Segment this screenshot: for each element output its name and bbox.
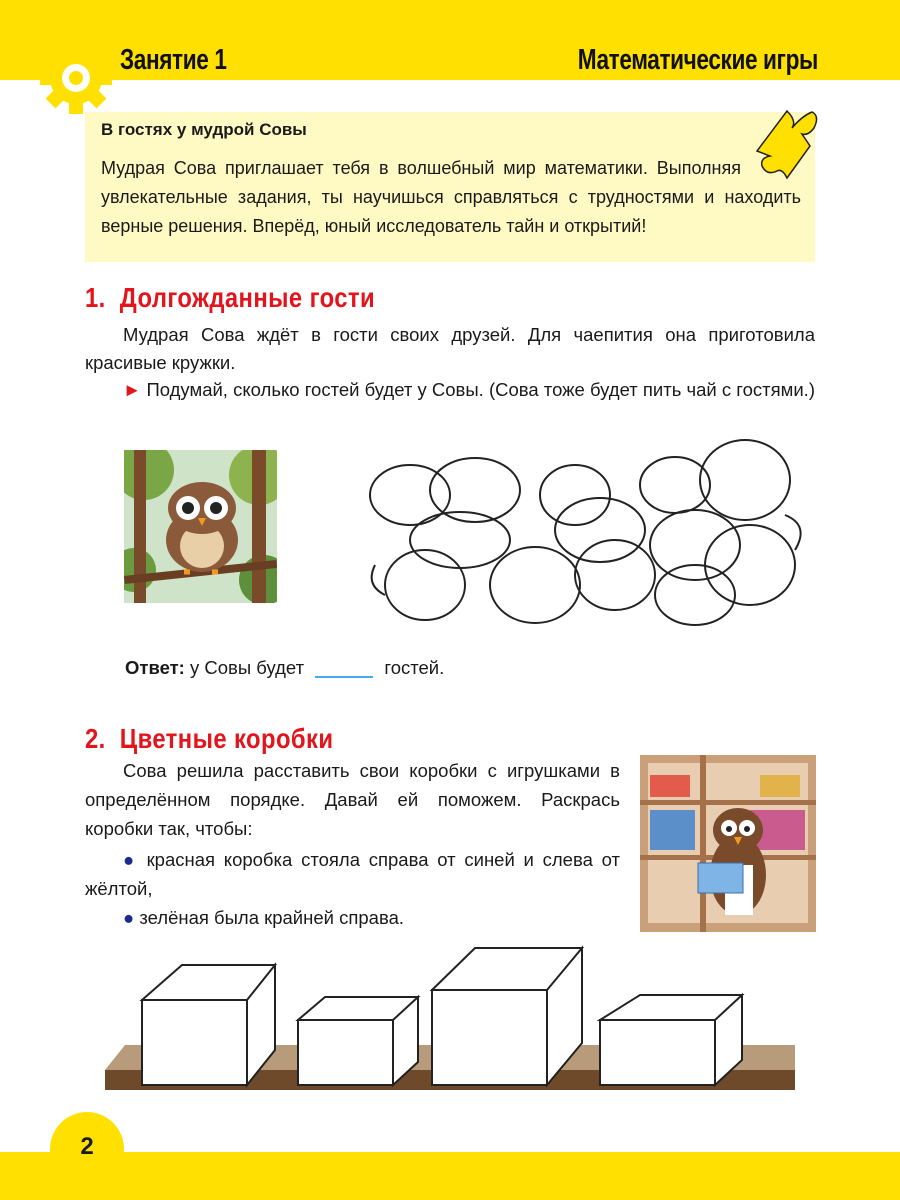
bullet-text: красная коробка стояла справа от синей и слева от жёлтой, bbox=[85, 849, 620, 899]
arrow-icon: ► bbox=[123, 379, 142, 400]
task1-title: Долгожданные гости bbox=[119, 282, 376, 313]
task2-bullet bbox=[85, 845, 620, 903]
footer-band bbox=[0, 1152, 900, 1200]
task1-number: 1. bbox=[85, 282, 106, 313]
task1-text: Мудрая Сова ждёт в гости своих друзей. Для чаепития она приготовила красивые кружки. bbox=[85, 324, 815, 373]
task1-prompt-text: Подумай, сколько гостей будет у Совы. (Сова тоже будет пить чай с гостями.) bbox=[146, 379, 815, 400]
task1-prompt bbox=[85, 376, 815, 404]
task2-title: Цветные коробки bbox=[119, 723, 334, 754]
intro-title: В гостях у мудрой Совы bbox=[101, 120, 307, 139]
lesson-title: Занятие 1 bbox=[120, 44, 227, 76]
topic-title: Математические игры bbox=[577, 44, 818, 76]
page-number: 2 bbox=[50, 1112, 124, 1186]
owl-closet-illustration bbox=[640, 755, 816, 932]
answer-before: у Совы будет bbox=[190, 657, 305, 678]
task2-text: Сова решила расставить свои коробки с игрушками в определённом порядке. Давай ей поможем. Раскрась коробки так, чтобы: bbox=[85, 760, 620, 839]
cups-drawing bbox=[365, 425, 815, 635]
task2-bullet bbox=[85, 903, 620, 932]
bullet-icon: ● bbox=[123, 849, 138, 870]
answer-after: гостей. bbox=[384, 657, 445, 678]
intro-text-wrap bbox=[101, 154, 801, 241]
intro-box bbox=[85, 112, 815, 262]
task1-heading bbox=[85, 282, 375, 314]
owl-illustration bbox=[124, 450, 277, 603]
answer-label: Ответ: bbox=[125, 657, 185, 678]
puzzle-piece-icon bbox=[752, 106, 822, 184]
task2-heading bbox=[85, 723, 333, 755]
intro-text: Мудрая Сова приглашает тебя в волшебный мир математики. Выполняя увлекательные задания, ты научишься справляться с трудностями и находить верные решения. Вперёд, юный исследователь тайн и открытий! bbox=[101, 158, 801, 236]
boxes-on-shelf-drawing bbox=[100, 940, 800, 1095]
answer-input[interactable] bbox=[315, 676, 373, 678]
bullet-icon: ● bbox=[123, 907, 135, 928]
gear-icon bbox=[38, 40, 114, 116]
bullet-text: зелёная была крайней справа. bbox=[139, 907, 405, 928]
task2-number: 2. bbox=[85, 723, 106, 754]
answer-line bbox=[125, 654, 444, 682]
